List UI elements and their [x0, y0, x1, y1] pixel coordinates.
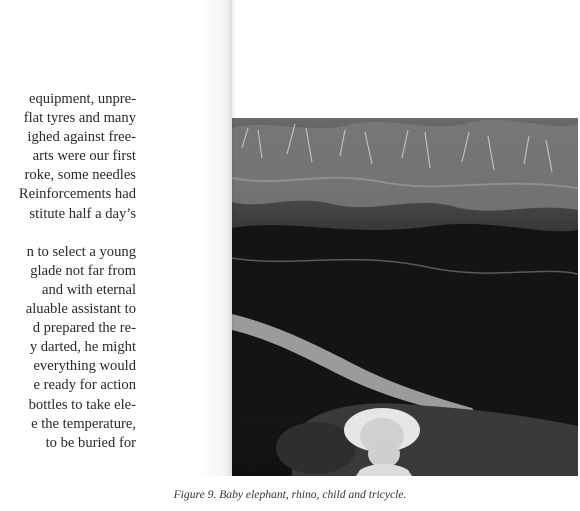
text-line: ighed against free-: [27, 129, 136, 146]
paragraph-break: [0, 224, 136, 243]
text-line: e ready for action: [33, 377, 136, 394]
book-gutter: [226, 0, 236, 476]
figure-caption: Figure 9. Baby elephant, rhino, child and tricycle.: [173, 488, 407, 501]
text-line: y darted, he might: [29, 339, 136, 356]
text-line: equipment, unpre-: [29, 91, 136, 107]
text-line: aluable assistant to: [25, 301, 136, 318]
text-line: n to select a young: [26, 243, 136, 260]
left-page: [0, 0, 232, 476]
text-line: glade not far from: [30, 262, 136, 279]
figure-photograph: [232, 118, 578, 476]
foliage: [232, 120, 578, 211]
body-text: [0, 90, 136, 453]
text-line: arts were our first: [32, 148, 136, 165]
text-line: d prepared the re-: [32, 320, 136, 337]
animal-head: [276, 422, 356, 474]
text-line: and with eternal: [41, 281, 136, 298]
right-page: [232, 0, 580, 476]
text-line: stitute half a day’s: [29, 205, 136, 222]
text-line: bottles to take ele-: [28, 396, 136, 413]
text-line: flat tyres and many: [23, 110, 136, 127]
text-line: e the temperature,: [31, 415, 136, 432]
text-line: Reinforcements had: [18, 186, 136, 203]
text-line: to be buried for: [45, 434, 136, 451]
child-face: [368, 440, 400, 468]
text-line: roke, some needles: [24, 167, 136, 184]
text-line: everything would: [33, 358, 136, 375]
